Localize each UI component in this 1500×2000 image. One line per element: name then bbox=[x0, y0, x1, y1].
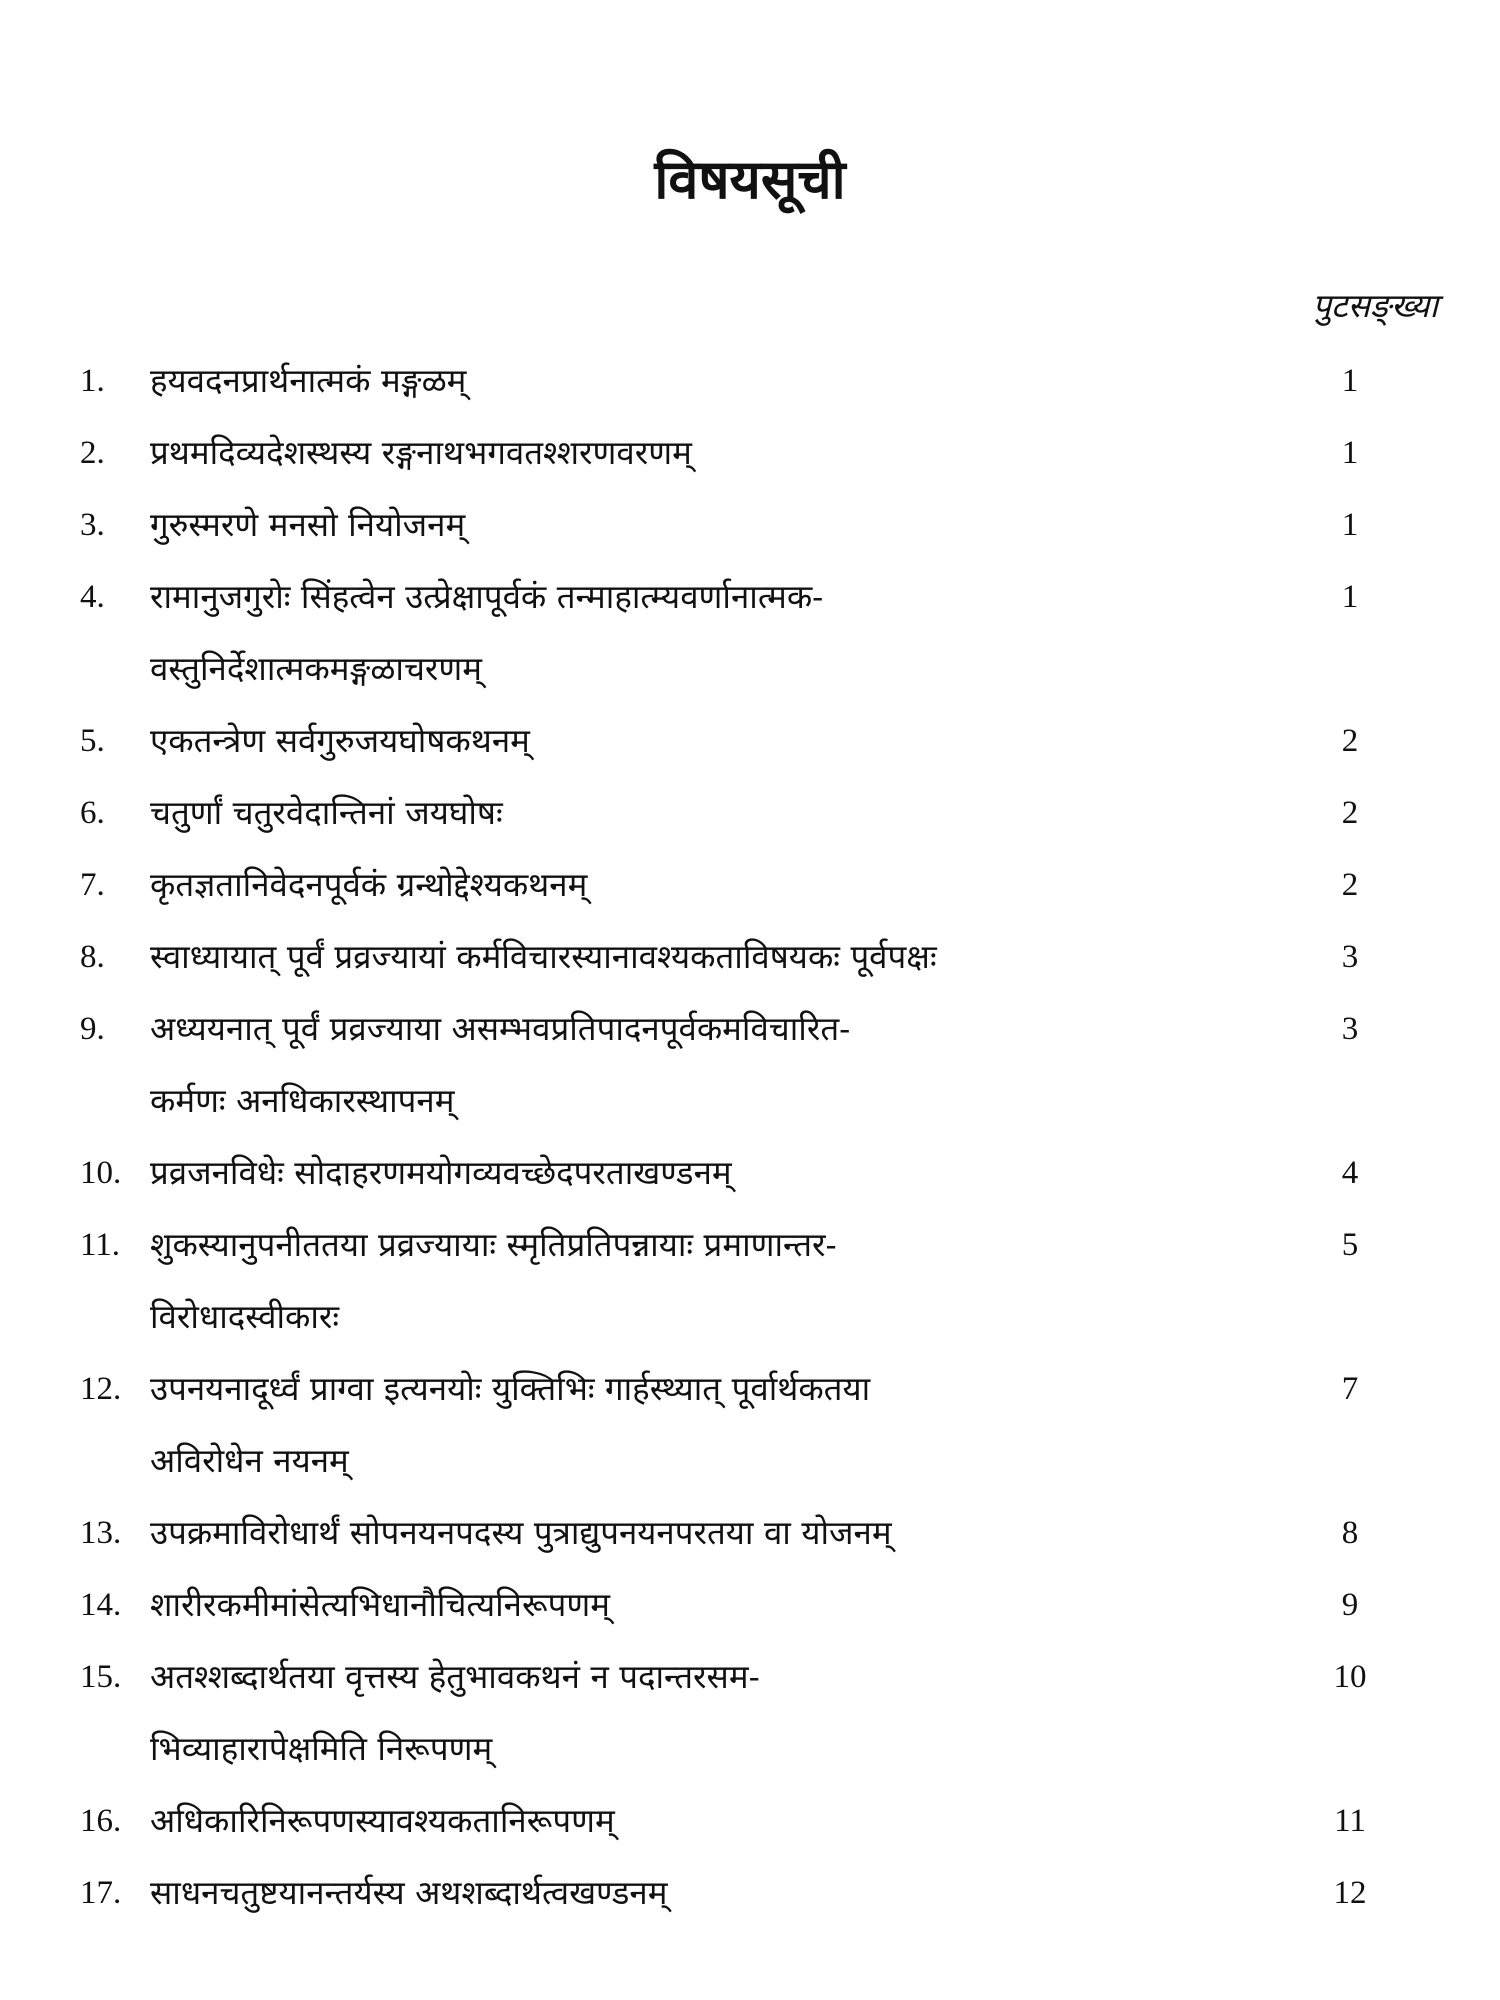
toc-entry bbox=[0, 1569, 1500, 1641]
toc-entry-line bbox=[0, 417, 1500, 489]
toc-entry-line bbox=[0, 1569, 1500, 1641]
toc-entry-page-number: 3 bbox=[1341, 1011, 1359, 1047]
toc-entry-title: प्रथमदिव्यदेशस्थस्य रङ्गनाथभगवतश्शरणवरणम् bbox=[150, 433, 692, 472]
toc-entry-line bbox=[0, 849, 1500, 921]
toc-entry-line bbox=[0, 345, 1500, 417]
toc-entry-line bbox=[0, 1209, 1500, 1281]
toc-entry-line bbox=[0, 993, 1500, 1065]
toc-entry-page-number: 2 bbox=[1341, 723, 1359, 759]
toc-entry-line bbox=[0, 561, 1500, 633]
toc-entry-page-number: 2 bbox=[1341, 795, 1359, 831]
toc-entry-number: 17. bbox=[80, 1875, 122, 1911]
toc-entry-line bbox=[0, 705, 1500, 777]
toc-entry-title: हयवदनप्रार्थनात्मकं मङ्गळम् bbox=[150, 361, 467, 400]
toc-entry-number: 6. bbox=[80, 795, 105, 831]
toc-entry-line bbox=[0, 1497, 1500, 1569]
toc-entry-title: रामानुजगुरोः सिंहत्वेन उत्प्रेक्षापूर्वकं तन्माहात्म्यवर्णानात्मक- bbox=[150, 577, 824, 616]
toc-entry-page-number: 7 bbox=[1341, 1371, 1359, 1407]
toc-entry-number: 16. bbox=[80, 1803, 122, 1839]
toc-entry bbox=[0, 1641, 1500, 1785]
toc-entry-page-number: 2 bbox=[1341, 867, 1359, 903]
toc-entry-title: कर्मणः अनधिकारस्थापनम् bbox=[150, 1081, 455, 1120]
toc-entry-title: उपक्रमाविरोधार्थं सोपनयनपदस्य पुत्राद्युपनयनपरतया वा योजनम् bbox=[150, 1513, 892, 1552]
toc-entry bbox=[0, 993, 1500, 1137]
toc-entry-number: 13. bbox=[80, 1515, 122, 1551]
toc-entry-title: शुकस्यानुपनीततया प्रव्रज्यायाः स्मृतिप्रतिपन्नायाः प्रमाणान्तर- bbox=[150, 1225, 837, 1264]
toc-entry-title: उपनयनादूर्ध्वं प्राग्वा इत्यनयोः युक्तिभिः गार्हस्थ्यात् पूर्वार्थकतया bbox=[150, 1369, 871, 1408]
toc-entry-page-number: 1 bbox=[1341, 579, 1359, 615]
toc-entry bbox=[0, 921, 1500, 993]
toc-entry-title: अतश्शब्दार्थतया वृत्तस्य हेतुभावकथनं न पदान्तरसम- bbox=[150, 1657, 760, 1696]
toc-entry-line bbox=[0, 1137, 1500, 1209]
toc-entry-line bbox=[0, 1281, 1500, 1353]
toc-entry-page-number: 11 bbox=[1334, 1803, 1366, 1839]
toc-entry-number: 14. bbox=[80, 1587, 122, 1623]
toc-entry-number: 12. bbox=[80, 1371, 122, 1407]
toc-entry-title: स्वाध्यायात् पूर्वं प्रव्रज्यायां कर्मविचारस्यानावश्यकताविषयकः पूर्वपक्षः bbox=[150, 937, 937, 976]
toc-entry-title: चतुर्णां चतुरवेदान्तिनां जयघोषः bbox=[150, 793, 503, 832]
toc-entry-line bbox=[0, 921, 1500, 993]
toc-entry-title: भिव्याहारापेक्षमिति निरूपणम् bbox=[150, 1729, 493, 1768]
toc-entry-number: 11. bbox=[80, 1227, 121, 1263]
toc-entry-title: अधिकारिनिरूपणस्यावश्यकतानिरूपणम् bbox=[150, 1801, 615, 1840]
toc-entry-number: 10. bbox=[80, 1155, 122, 1191]
toc-entry-number: 1. bbox=[80, 363, 105, 399]
toc-entry-title: अध्ययनात् पूर्वं प्रव्रज्याया असम्भवप्रतिपादनपूर्वकमविचारित- bbox=[150, 1009, 851, 1048]
toc-entry bbox=[0, 1137, 1500, 1209]
toc-entry-line bbox=[0, 1857, 1500, 1929]
toc-entry-number: 3. bbox=[80, 507, 105, 543]
toc-entry bbox=[0, 345, 1500, 417]
toc-entry-title: विरोधादस्वीकारः bbox=[150, 1297, 340, 1336]
toc-entry-title: प्रव्रजनविधेः सोदाहरणमयोगव्यवच्छेदपरताखण्डनम् bbox=[150, 1153, 732, 1192]
toc-entry-page-number: 4 bbox=[1341, 1155, 1359, 1191]
toc-entry bbox=[0, 705, 1500, 777]
toc-entry bbox=[0, 1857, 1500, 1929]
toc-entry-line bbox=[0, 1641, 1500, 1713]
page-number-column-label: पुटसङ्ख्या bbox=[1312, 286, 1438, 325]
toc-entry-title: एकतन्त्रेण सर्वगुरुजयघोषकथनम् bbox=[150, 721, 530, 760]
toc-entry-title: अविरोधेन नयनम् bbox=[150, 1441, 349, 1480]
toc-entry-line bbox=[0, 777, 1500, 849]
toc-entry-page-number: 3 bbox=[1341, 939, 1359, 975]
toc-entry-page-number: 12 bbox=[1333, 1875, 1367, 1911]
toc-entry-number: 15. bbox=[80, 1659, 122, 1695]
toc-entry-title: साधनचतुष्टयानन्तर्यस्य अथशब्दार्थत्वखण्डनम् bbox=[150, 1873, 668, 1912]
page-title: विषयसूची bbox=[654, 147, 846, 211]
toc-entry bbox=[0, 561, 1500, 705]
toc-entry-line bbox=[0, 1425, 1500, 1497]
toc-entry-page-number: 10 bbox=[1333, 1659, 1367, 1695]
toc-entry-number: 8. bbox=[80, 939, 105, 975]
toc-entry bbox=[0, 1785, 1500, 1857]
toc-entry-number: 9. bbox=[80, 1011, 105, 1047]
toc-entry-page-number: 9 bbox=[1341, 1587, 1359, 1623]
toc-entry bbox=[0, 1353, 1500, 1497]
toc-entry-line bbox=[0, 633, 1500, 705]
toc-entry bbox=[0, 1209, 1500, 1353]
toc-entry-number: 7. bbox=[80, 867, 105, 903]
toc-entry bbox=[0, 489, 1500, 561]
toc-entry-title: वस्तुनिर्देशात्मकमङ्गळाचरणम् bbox=[150, 649, 483, 688]
toc-entry-line bbox=[0, 1785, 1500, 1857]
toc-entry-line bbox=[0, 1353, 1500, 1425]
toc-entry-line bbox=[0, 489, 1500, 561]
toc-entry-title: शारीरकमीमांसेत्यभिधानौचित्यनिरूपणम् bbox=[150, 1585, 610, 1624]
toc-entry bbox=[0, 777, 1500, 849]
toc-entry-page-number: 1 bbox=[1341, 435, 1359, 471]
table-of-contents bbox=[0, 345, 1500, 1929]
toc-entry bbox=[0, 417, 1500, 489]
toc-entry-page-number: 1 bbox=[1341, 507, 1359, 543]
toc-entry-line bbox=[0, 1065, 1500, 1137]
toc-entry-page-number: 8 bbox=[1341, 1515, 1359, 1551]
toc-entry-number: 4. bbox=[80, 579, 105, 615]
toc-entry-title: गुरुस्मरणे मनसो नियोजनम् bbox=[150, 505, 466, 544]
toc-entry-page-number: 5 bbox=[1341, 1227, 1359, 1263]
toc-entry bbox=[0, 849, 1500, 921]
toc-entry-number: 2. bbox=[80, 435, 105, 471]
toc-entry-page-number: 1 bbox=[1341, 363, 1359, 399]
toc-entry-number: 5. bbox=[80, 723, 105, 759]
toc-entry-line bbox=[0, 1713, 1500, 1785]
toc-entry bbox=[0, 1497, 1500, 1569]
toc-entry-title: कृतज्ञतानिवेदनपूर्वकं ग्रन्थोद्देश्यकथनम् bbox=[150, 865, 588, 904]
